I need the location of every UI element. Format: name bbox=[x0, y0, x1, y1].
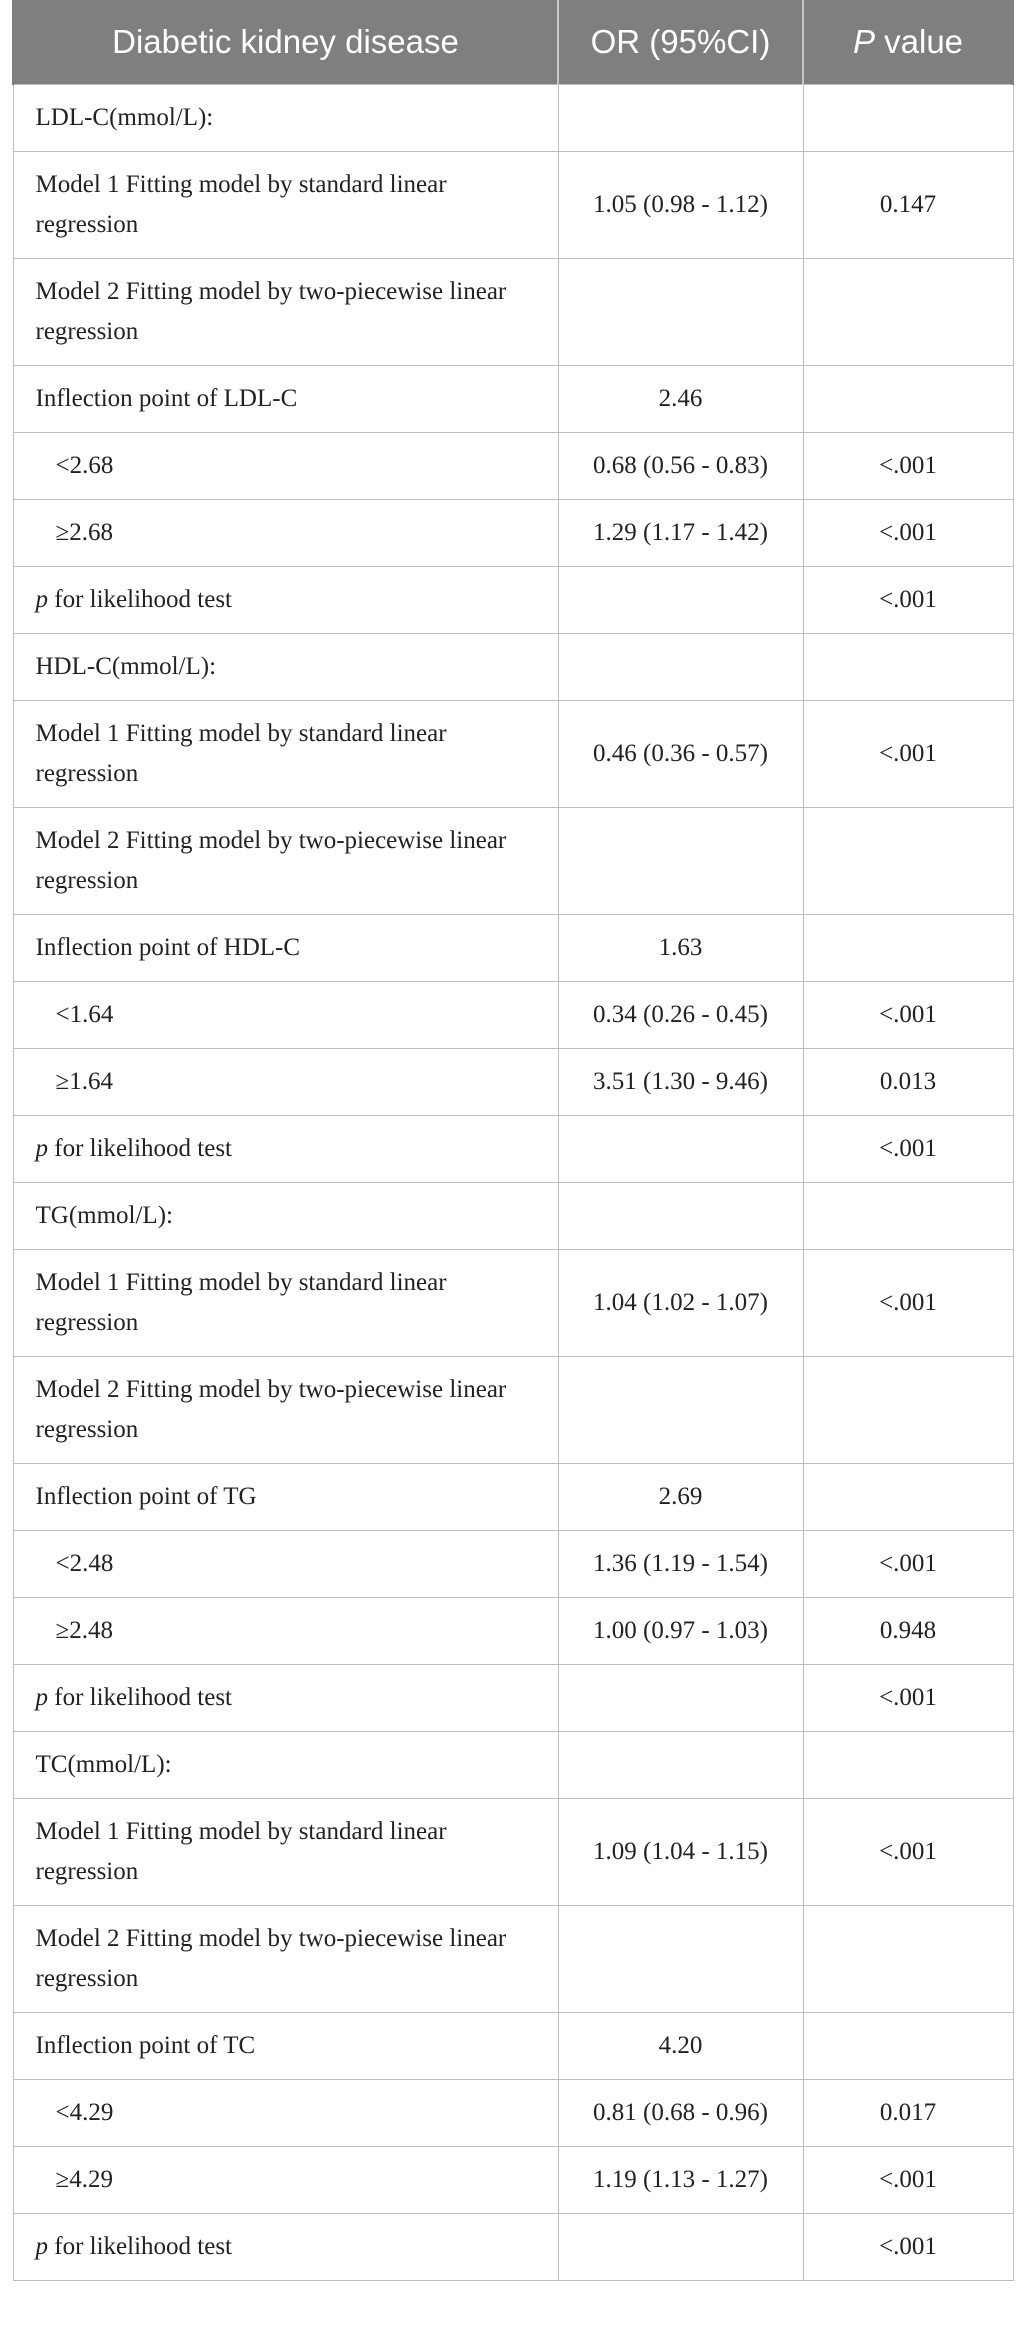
table-body bbox=[13, 85, 1013, 2281]
row-label: HDL-C(mmol/L): bbox=[13, 634, 558, 701]
row-label: Inflection point of TG bbox=[13, 1464, 558, 1531]
row-label: Inflection point of HDL-C bbox=[13, 915, 558, 982]
row-p: <.001 bbox=[803, 2147, 1013, 2214]
row-p: <.001 bbox=[803, 567, 1013, 634]
row-p: 0.013 bbox=[803, 1049, 1013, 1116]
row-label-rest: for likelihood test bbox=[48, 586, 232, 613]
row-label: Inflection point of TC bbox=[13, 2013, 558, 2080]
table-row bbox=[13, 1116, 1013, 1183]
row-label: <2.48 bbox=[13, 1531, 558, 1598]
row-label bbox=[13, 1116, 558, 1183]
row-or: 1.19 (1.13 - 1.27) bbox=[558, 2147, 803, 2214]
row-label-italic: p bbox=[35, 2233, 48, 2260]
row-p bbox=[803, 259, 1013, 366]
row-label-italic: p bbox=[35, 1135, 48, 1162]
row-p: <.001 bbox=[803, 1116, 1013, 1183]
row-label: <1.64 bbox=[13, 982, 558, 1049]
row-p bbox=[803, 1732, 1013, 1799]
row-p: <.001 bbox=[803, 701, 1013, 808]
row-p: <.001 bbox=[803, 433, 1013, 500]
table-row bbox=[13, 701, 1013, 808]
row-or: 3.51 (1.30 - 9.46) bbox=[558, 1049, 803, 1116]
row-label: ≥1.64 bbox=[13, 1049, 558, 1116]
row-or: 1.29 (1.17 - 1.42) bbox=[558, 500, 803, 567]
header-p-italic: P bbox=[852, 23, 875, 60]
row-or: 1.09 (1.04 - 1.15) bbox=[558, 1799, 803, 1906]
row-p: <.001 bbox=[803, 500, 1013, 567]
row-p: <.001 bbox=[803, 982, 1013, 1049]
row-label: Model 2 Fitting model by two-piecewise linear regression bbox=[13, 259, 558, 366]
table-row bbox=[13, 500, 1013, 567]
row-p bbox=[803, 1906, 1013, 2013]
row-p bbox=[803, 915, 1013, 982]
table-row bbox=[13, 1799, 1013, 1906]
row-label: <4.29 bbox=[13, 2080, 558, 2147]
table-row bbox=[13, 2080, 1013, 2147]
row-p bbox=[803, 808, 1013, 915]
row-label bbox=[13, 567, 558, 634]
table-row bbox=[13, 433, 1013, 500]
row-p bbox=[803, 2013, 1013, 2080]
row-or: 1.04 (1.02 - 1.07) bbox=[558, 1250, 803, 1357]
table-row bbox=[13, 2214, 1013, 2281]
row-or: 2.46 bbox=[558, 366, 803, 433]
table-row bbox=[13, 982, 1013, 1049]
table-row bbox=[13, 567, 1013, 634]
row-p: 0.017 bbox=[803, 2080, 1013, 2147]
table-row bbox=[13, 808, 1013, 915]
row-label: TG(mmol/L): bbox=[13, 1183, 558, 1250]
row-or bbox=[558, 1732, 803, 1799]
row-label: <2.68 bbox=[13, 433, 558, 500]
row-p bbox=[803, 366, 1013, 433]
row-p bbox=[803, 1183, 1013, 1250]
row-or bbox=[558, 634, 803, 701]
row-label-rest: for likelihood test bbox=[48, 1135, 232, 1162]
row-p: <.001 bbox=[803, 1531, 1013, 1598]
row-label: Inflection point of LDL-C bbox=[13, 366, 558, 433]
row-or bbox=[558, 567, 803, 634]
row-or bbox=[558, 1183, 803, 1250]
row-or: 1.36 (1.19 - 1.54) bbox=[558, 1531, 803, 1598]
table-row bbox=[13, 634, 1013, 701]
row-label: Model 2 Fitting model by two-piecewise linear regression bbox=[13, 808, 558, 915]
table-row bbox=[13, 1665, 1013, 1732]
results-table-container bbox=[12, 0, 1012, 2281]
row-label-italic: p bbox=[35, 586, 48, 613]
row-label: TC(mmol/L): bbox=[13, 1732, 558, 1799]
row-or bbox=[558, 1906, 803, 2013]
row-label: Model 1 Fitting model by standard linear regression bbox=[13, 1250, 558, 1357]
table-row bbox=[13, 85, 1013, 152]
row-p bbox=[803, 1464, 1013, 1531]
header-p-rest: value bbox=[874, 23, 964, 60]
row-p: 0.147 bbox=[803, 152, 1013, 259]
row-or bbox=[558, 1357, 803, 1464]
row-p: <.001 bbox=[803, 1250, 1013, 1357]
table-row bbox=[13, 1357, 1013, 1464]
row-or bbox=[558, 808, 803, 915]
row-label: Model 1 Fitting model by standard linear regression bbox=[13, 701, 558, 808]
row-or: 4.20 bbox=[558, 2013, 803, 2080]
row-or bbox=[558, 85, 803, 152]
row-p bbox=[803, 1357, 1013, 1464]
table-row bbox=[13, 1183, 1013, 1250]
row-label: LDL-C(mmol/L): bbox=[13, 85, 558, 152]
row-p bbox=[803, 634, 1013, 701]
table-row bbox=[13, 1598, 1013, 1665]
row-p: <.001 bbox=[803, 1665, 1013, 1732]
table-header bbox=[13, 0, 1013, 85]
row-or: 2.69 bbox=[558, 1464, 803, 1531]
row-or: 0.46 (0.36 - 0.57) bbox=[558, 701, 803, 808]
row-or: 1.00 (0.97 - 1.03) bbox=[558, 1598, 803, 1665]
row-label-rest: for likelihood test bbox=[48, 1684, 232, 1711]
row-or: 0.68 (0.56 - 0.83) bbox=[558, 433, 803, 500]
row-p: 0.948 bbox=[803, 1598, 1013, 1665]
row-label-italic: p bbox=[35, 1684, 48, 1711]
row-or bbox=[558, 1116, 803, 1183]
row-label: ≥2.48 bbox=[13, 1598, 558, 1665]
row-or: 1.05 (0.98 - 1.12) bbox=[558, 152, 803, 259]
table-row bbox=[13, 366, 1013, 433]
row-label: Model 1 Fitting model by standard linear regression bbox=[13, 152, 558, 259]
row-or: 0.34 (0.26 - 0.45) bbox=[558, 982, 803, 1049]
row-or: 0.81 (0.68 - 0.96) bbox=[558, 2080, 803, 2147]
row-or: 1.63 bbox=[558, 915, 803, 982]
row-or bbox=[558, 2214, 803, 2281]
row-label bbox=[13, 1665, 558, 1732]
row-label-rest: for likelihood test bbox=[48, 2233, 232, 2260]
table-row bbox=[13, 2147, 1013, 2214]
row-label: Model 2 Fitting model by two-piecewise linear regression bbox=[13, 1906, 558, 2013]
table-row bbox=[13, 1049, 1013, 1116]
row-label bbox=[13, 2214, 558, 2281]
results-table bbox=[12, 0, 1014, 2281]
row-p bbox=[803, 85, 1013, 152]
row-label: ≥4.29 bbox=[13, 2147, 558, 2214]
header-row bbox=[13, 0, 1013, 85]
table-row bbox=[13, 259, 1013, 366]
table-row bbox=[13, 1464, 1013, 1531]
table-row bbox=[13, 915, 1013, 982]
table-row bbox=[13, 1732, 1013, 1799]
table-row bbox=[13, 1531, 1013, 1598]
row-or bbox=[558, 259, 803, 366]
header-or-ci: OR (95%CI) bbox=[558, 0, 803, 85]
table-row bbox=[13, 2013, 1013, 2080]
row-p: <.001 bbox=[803, 1799, 1013, 1906]
row-label: ≥2.68 bbox=[13, 500, 558, 567]
table-row bbox=[13, 1906, 1013, 2013]
row-p: <.001 bbox=[803, 2214, 1013, 2281]
header-p-value bbox=[803, 0, 1013, 85]
header-disease: Diabetic kidney disease bbox=[13, 0, 558, 85]
row-or bbox=[558, 1665, 803, 1732]
table-row bbox=[13, 152, 1013, 259]
row-label: Model 1 Fitting model by standard linear regression bbox=[13, 1799, 558, 1906]
row-label: Model 2 Fitting model by two-piecewise linear regression bbox=[13, 1357, 558, 1464]
table-row bbox=[13, 1250, 1013, 1357]
